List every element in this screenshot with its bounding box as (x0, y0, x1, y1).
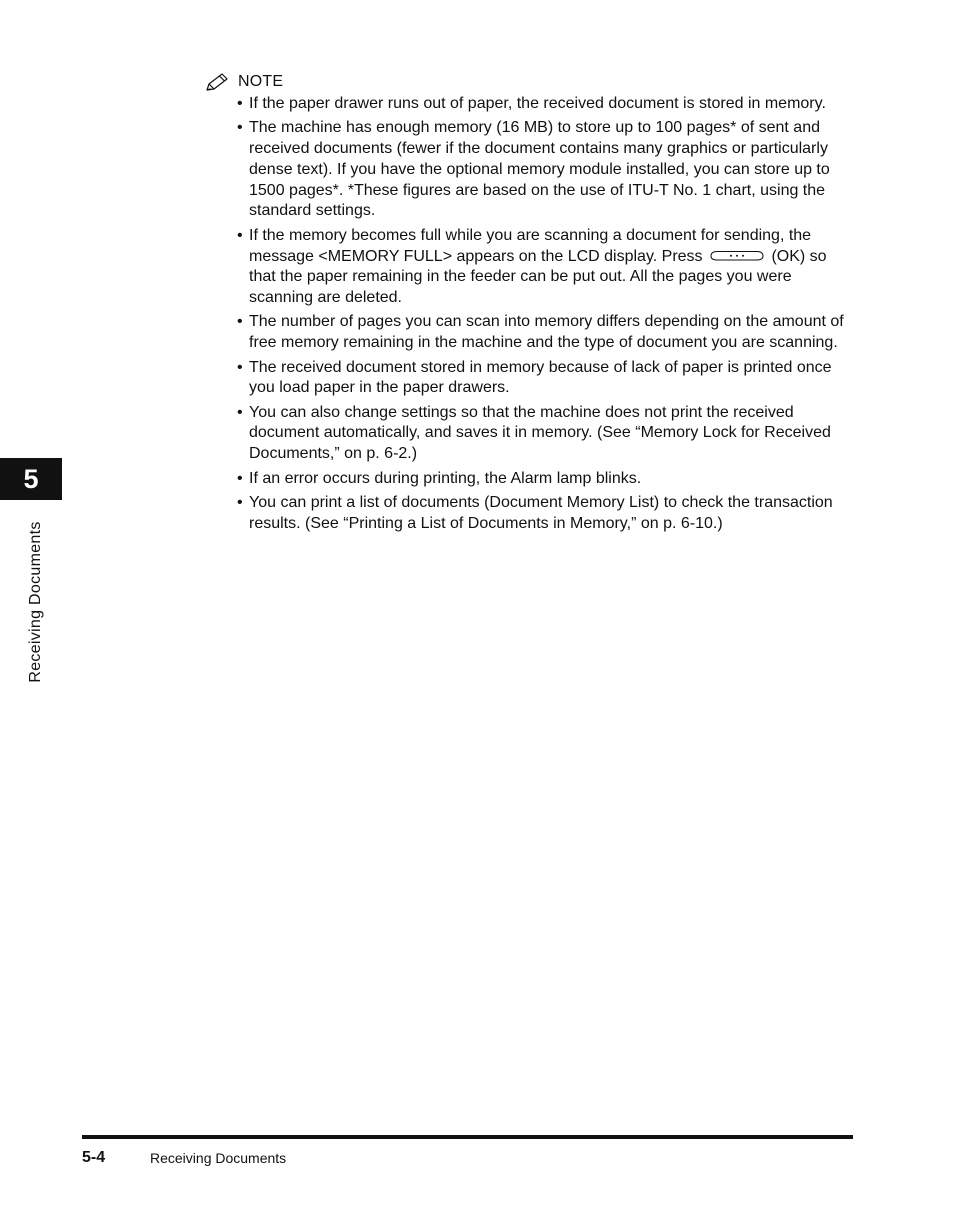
ok-key-icon (709, 248, 765, 262)
note-item (237, 94, 852, 115)
note-header (204, 70, 283, 94)
note-label: NOTE (238, 73, 284, 90)
note-item-text: If the paper drawer runs out of paper, the received document is stored in memory. (249, 95, 826, 112)
chapter-tab: 5 (0, 458, 62, 500)
note-item (237, 403, 852, 465)
chapter-side-title: Receiving Documents (27, 521, 44, 683)
note-item-text-after: (OK) so that the paper remaining in the feeder can be put out. All the pages you were scanning are deleted. (249, 247, 827, 307)
note-item (237, 226, 852, 309)
note-item-text: The machine has enough memory (16 MB) to store up to 100 pages* of sent and received documents (fewer if the document contains many graphics or particularly dense text). If you have the optional memory module installed, you can store up to 1500 pages*. *These figures are based on the use of ITU-T No. 1 chart, using the standard settings. (249, 119, 830, 220)
note-item-text: The received document stored in memory because of lack of paper is printed once you load paper in the paper drawers. (249, 358, 832, 397)
note-item (237, 469, 852, 490)
note-item-text: You can print a list of documents (Document Memory List) to check the transaction results. (See “Printing a List of Documents in Memory,” on p. 6-10.) (249, 493, 833, 532)
footer-rule (82, 1135, 853, 1139)
note-item-text: You can also change settings so that the machine does not print the received document automatically, and saves it in memory. (See “Memory Lock for Received Documents,” on p. 6-2.) (249, 403, 831, 463)
note-list (237, 94, 852, 538)
bullet: • (237, 119, 243, 137)
bullet: • (237, 313, 243, 331)
footer-section-title: Receiving Documents (150, 1150, 287, 1166)
note-item (237, 358, 852, 400)
bullet: • (237, 358, 243, 376)
bullet: • (237, 469, 243, 487)
note-item (237, 312, 852, 354)
note-item-text: If an error occurs during printing, the Alarm lamp blinks. (249, 469, 642, 487)
note-item-text-before: If the memory becomes full while you are scanning a document for sending, the message <MEMORY FULL> appears on the LCD display. Press (249, 226, 812, 265)
footer-page-number: 5-4 (82, 1149, 106, 1166)
bullet: • (237, 403, 243, 421)
bullet: • (237, 95, 243, 112)
note-item (237, 118, 852, 222)
bullet: • (237, 493, 243, 511)
bullet: • (237, 226, 243, 244)
note-item-text: The number of pages you can scan into memory differs depending on the amount of free memory remaining in the machine and the type of document you are scanning. (249, 313, 844, 352)
note-item (237, 493, 852, 535)
pencil-icon (204, 71, 232, 93)
